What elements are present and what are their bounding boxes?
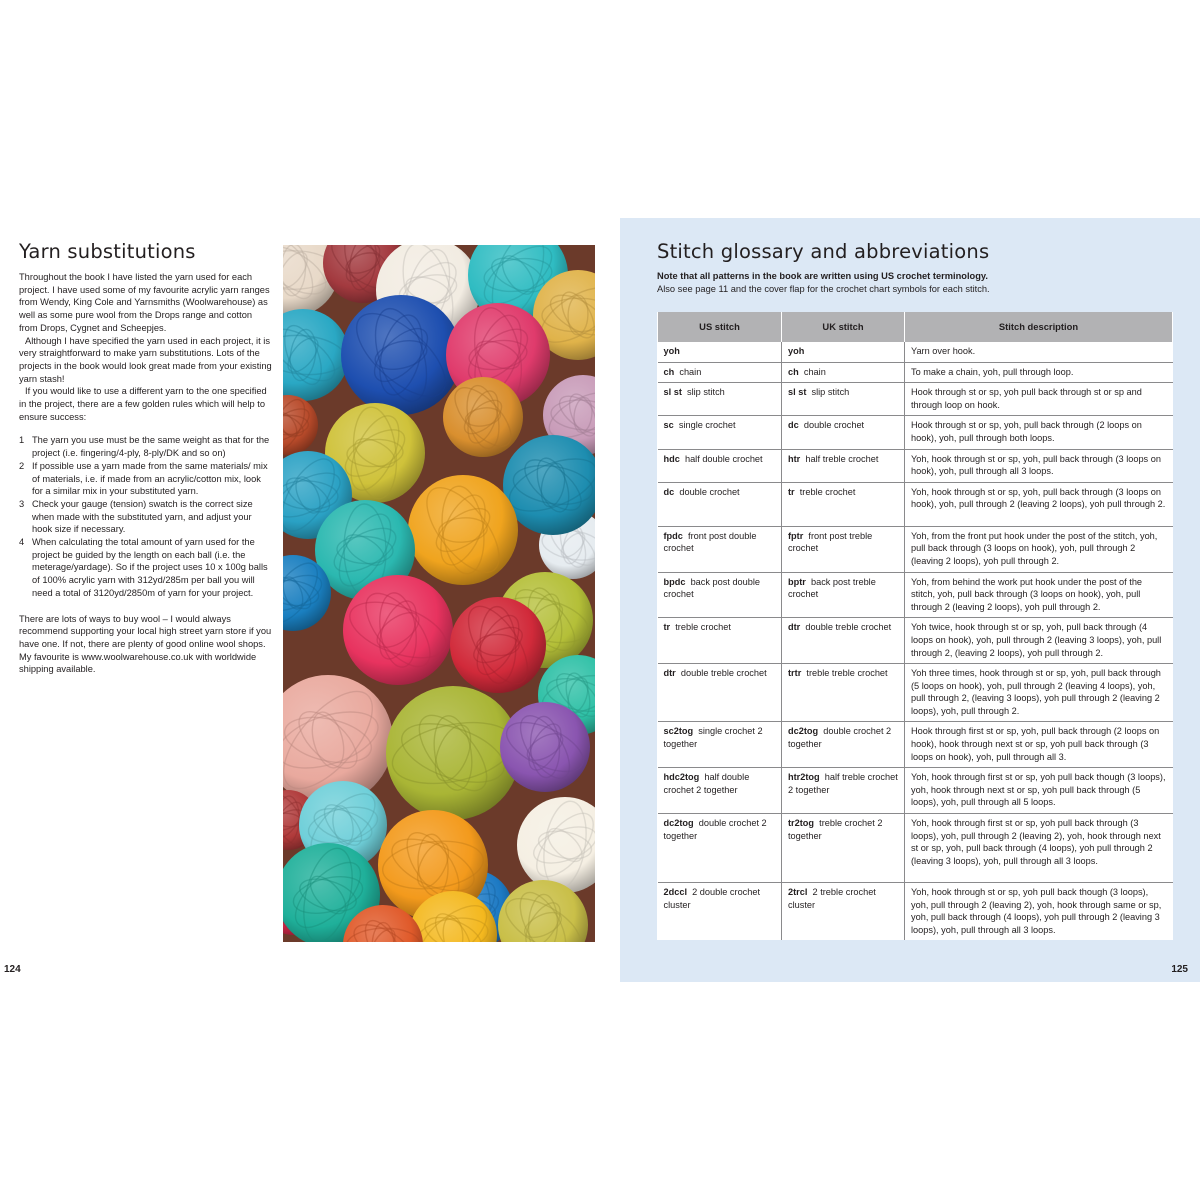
us-stitch-name: half double crochet 2 together [663, 772, 750, 795]
us-stitch-cell [658, 482, 782, 526]
table-row [658, 664, 1173, 722]
yarn-balls-illustration [283, 245, 595, 942]
table-row [658, 722, 1173, 768]
us-stitch-name: slip stitch [687, 387, 725, 398]
us-stitch-abbr: fpdc [663, 530, 683, 541]
table-row [658, 768, 1173, 814]
table-row [658, 883, 1173, 941]
yarn-ball [517, 797, 595, 893]
right-page [620, 218, 1200, 982]
us-stitch-name: treble crochet [675, 622, 731, 633]
column-header: UK stitch [782, 312, 905, 342]
intro-paragraph: Throughout the book I have listed the yarn used for each project. I have used some of my favourite acrylic yarn ranges from Wendy, King Cole and Yarnsmiths (Woolwarehouse) as well as some pure wool from the Drops range and cotton from Drops, Cygnet and Scheepjes. [19, 272, 270, 333]
table-row [658, 482, 1173, 526]
stitch-description: Hook through st or sp, yoh, pull back through (2 loops on hook), yoh, pull through both loops. [905, 416, 1173, 449]
list-item [19, 460, 273, 498]
paragraph: If you would like to use a different yarn to the one specified in the project, there are a few golden rules which will help to ensure success: [19, 386, 267, 422]
us-stitch-abbr: hdc [663, 453, 680, 464]
us-stitch-cell [658, 342, 782, 362]
page-heading: Yarn substitutions [19, 240, 196, 263]
uk-stitch-cell [782, 722, 905, 768]
yarn-balls-photo [283, 245, 595, 942]
page-heading: Stitch glossary and abbreviations [657, 240, 990, 263]
us-stitch-abbr: hdc2tog [663, 772, 700, 783]
uk-stitch-abbr: dtr [788, 622, 801, 633]
table-row [658, 416, 1173, 449]
yarn-ball [386, 686, 520, 820]
uk-stitch-cell [782, 383, 905, 416]
table-row [658, 814, 1173, 883]
table-row [658, 572, 1173, 618]
us-stitch-cell [658, 768, 782, 814]
uk-stitch-name: front post treble crochet [788, 530, 873, 554]
uk-stitch-name: double crochet [803, 420, 865, 431]
stitch-description: Yoh, from behind the work put hook under the post of the stitch, yoh, pull back through (3 loops on hook), yoh, pull through 2 (leaving 2 loops), yoh pull through 2. [905, 572, 1173, 618]
uk-stitch-name: double treble crochet [805, 622, 892, 633]
us-stitch-abbr: sl st [663, 387, 682, 398]
us-stitch-abbr: dc2tog [663, 818, 694, 829]
us-stitch-abbr: bpdc [663, 576, 686, 587]
uk-stitch-cell [782, 362, 905, 383]
list-item [19, 498, 273, 536]
uk-stitch-cell [782, 883, 905, 941]
uk-stitch-cell [782, 526, 905, 572]
note-bold: Note that all patterns in the book are written using US crochet terminology. [657, 271, 988, 281]
uk-stitch-name: double crochet 2 together [788, 726, 892, 750]
us-stitch-name: back post double crochet [663, 576, 761, 600]
uk-stitch-name: treble treble crochet [806, 668, 888, 679]
list-number: 1 [19, 435, 25, 446]
us-stitch-abbr: sc [663, 420, 674, 431]
rules-list [19, 434, 273, 599]
table-row [658, 526, 1173, 572]
table-row [658, 362, 1173, 383]
uk-stitch-abbr: dc [788, 420, 799, 431]
us-stitch-cell [658, 362, 782, 383]
us-stitch-name: double treble crochet [680, 668, 767, 679]
us-stitch-cell [658, 572, 782, 618]
yarn-ball [343, 575, 454, 685]
uk-stitch-name: treble crochet [799, 486, 856, 497]
stitch-description: Yoh, hook through st or sp, yoh pull back though (3 loops), yoh, pull through 2 (leaving 2), yoh, hook through same or sp, yoh, pull back through (4 loops), yoh pull through 2 (leaving 3 loops), yoh, pull through all 3 loops. [911, 887, 1162, 935]
us-stitch-name: half double crochet [684, 453, 763, 464]
terminology-note [657, 270, 1177, 295]
uk-stitch-cell [782, 814, 905, 883]
us-stitch-name: front post double crochet [663, 530, 757, 554]
table-row [658, 618, 1173, 664]
uk-stitch-abbr: 2trcl [788, 887, 808, 898]
table-row [658, 342, 1173, 362]
us-stitch-abbr: sc2tog [663, 726, 694, 737]
table-row [658, 383, 1173, 416]
page-number: 125 [1171, 964, 1188, 975]
stitch-description: Yoh, hook through first st or sp, yoh pull back though (3 loops), yoh, hook through next st or sp, yoh pull back through (5 loops), yoh, pull through all 5 loops. [905, 768, 1173, 814]
us-stitch-cell [658, 618, 782, 664]
stitch-description: Yarn over hook. [905, 342, 1173, 362]
list-number: 2 [19, 460, 25, 471]
us-stitch-cell [658, 722, 782, 768]
uk-stitch-name: chain [803, 366, 826, 377]
uk-stitch-abbr: ch [788, 366, 799, 377]
list-number: 4 [19, 537, 25, 548]
us-stitch-abbr: dtr [663, 668, 676, 679]
yarn-ball [283, 395, 318, 456]
uk-stitch-cell [782, 664, 905, 722]
us-stitch-cell [658, 664, 782, 722]
us-stitch-name: single crochet [678, 420, 736, 431]
us-stitch-cell [658, 526, 782, 572]
stitch-description: Yoh, from the front put hook under the post of the stitch, yoh, pull back through (3 loops on hook), yoh, pull through 2 (leaving 2 loops), yoh pull through 2. [905, 526, 1173, 572]
us-stitch-name: double crochet [679, 486, 740, 497]
uk-stitch-abbr: tr [788, 486, 795, 497]
stitch-description: Yoh, hook through first st or sp, yoh pull back through (3 loops), yoh, pull through 2 (leaving 2), yoh, hook through next st or sp, yoh, pull back through (4 loops), yoh pull through 2 (leaving 3 loops), yoh, pull through all 3 loops. [905, 814, 1173, 883]
yarn-ball [408, 475, 518, 585]
uk-stitch-name: 2 treble crochet cluster [788, 887, 876, 910]
uk-stitch-cell [782, 482, 905, 526]
us-stitch-cell [658, 416, 782, 449]
uk-stitch-name: treble crochet 2 together [788, 818, 883, 841]
us-stitch-abbr: ch [663, 366, 675, 377]
stitch-description: To make a chain, yoh, pull through loop. [905, 362, 1173, 383]
uk-stitch-cell [782, 768, 905, 814]
uk-stitch-abbr: htr [788, 453, 801, 464]
uk-stitch-abbr: fptr [788, 530, 804, 541]
uk-stitch-name: back post treble crochet [788, 576, 876, 600]
uk-stitch-name: slip stitch [811, 387, 850, 398]
us-stitch-name: 2 double crochet cluster [663, 887, 761, 910]
stitch-description: Yoh, hook through st or sp, yoh, pull back through (3 loops on hook), yoh, pull through 2 (leaving 2 loops), yoh pull through 2. [905, 482, 1173, 526]
uk-stitch-abbr: trtr [788, 668, 802, 679]
us-stitch-cell [658, 814, 782, 883]
yarn-ball [450, 597, 546, 693]
uk-stitch-abbr: htr2tog [788, 772, 820, 783]
uk-stitch-name: half treble crochet [805, 453, 879, 464]
left-page [0, 218, 600, 982]
uk-stitch-abbr: sl st [788, 387, 807, 398]
stitch-description: Yoh twice, hook through st or sp, yoh, pull back through (4 loops on hook), yoh, pull through 2 (leaving 3 loops), yoh, pull through 2, (leaving 2 loops), yoh pull through 2. [905, 618, 1173, 664]
us-stitch-name: chain [679, 366, 702, 377]
paragraph: Although I have specified the yarn used in each project, it is very straightforward to make yarn substitutions. Lots of the projects in the book would look great made from your existing yarn stash! [19, 335, 272, 384]
list-item-text: If possible use a yarn made from the same materials/ mix of materials, i.e. if made from an acrylic/cotton mix, look for a similar mix in your substituted yarn. [32, 460, 268, 497]
uk-stitch-cell [782, 618, 905, 664]
yarn-ball [341, 295, 461, 415]
list-item-text: When calculating the total amount of yarn used for the project be guided by the length on each ball (i.e. the meterage/yardage). So if the project uses 10 x 100g balls of 100% acrylic yarn with 312yd/285m per ball you will need a total of 3120yd/2850m of yarn for your project. [32, 537, 268, 598]
us-stitch-cell [658, 383, 782, 416]
us-stitch-abbr: yoh [663, 346, 680, 356]
table-header-row [658, 312, 1173, 342]
stitch-description: Hook through st or sp, yoh pull back through st or sp and through loop on hook. [905, 383, 1173, 416]
uk-stitch-abbr: bptr [788, 576, 806, 587]
uk-stitch-cell [782, 449, 905, 482]
column-header: Stitch description [905, 312, 1173, 342]
body-text [19, 271, 273, 676]
uk-stitch-cell [782, 572, 905, 618]
us-stitch-abbr: 2dccl [663, 887, 687, 898]
stitch-glossary-table [657, 312, 1173, 940]
us-stitch-name: single crochet 2 together [663, 726, 763, 750]
list-item [19, 434, 273, 459]
uk-stitch-cell [782, 416, 905, 449]
column-header: US stitch [658, 312, 782, 342]
list-item [19, 536, 273, 600]
stitch-description: Hook through first st or sp, yoh, pull back through (2 loops on hook), hook through next st or sp, yoh pull back through (3 loops on hook), yoh, pull through all 3. [905, 722, 1173, 768]
us-stitch-name: double crochet 2 together [663, 818, 767, 841]
stitch-description: Yoh three times, hook through st or sp, yoh, pull back through (5 loops on hook), yoh, pull through 2 (leaving 4 loops), yoh, pull through 2, (leaving 3 loops), yoh pull through 2 (leaving 2 loops), yoh, pull through 2. [905, 664, 1173, 722]
us-stitch-abbr: tr [663, 622, 671, 633]
list-number: 3 [19, 498, 25, 509]
uk-stitch-abbr: tr2tog [788, 818, 815, 829]
us-stitch-abbr: dc [663, 486, 675, 497]
closing-paragraph: There are lots of ways to buy wool – I would always recommend supporting your local high street yarn store if you have one. If not, there are plenty of good online wool shops. My favourite is www.woolwarehouse.co.uk with worldwide shipping available. [19, 613, 272, 675]
note-text: Also see page 11 and the cover flap for the crochet chart symbols for each stitch. [657, 283, 990, 294]
us-stitch-cell [658, 449, 782, 482]
uk-stitch-cell [782, 342, 905, 362]
uk-stitch-abbr: yoh [788, 346, 805, 356]
us-stitch-cell [658, 883, 782, 941]
page-number: 124 [4, 964, 21, 975]
list-item-text: Check your gauge (tension) swatch is the correct size when made with the substituted yarn, and adjust your hook size if necessary. [32, 498, 253, 535]
yarn-ball [499, 702, 590, 792]
stitch-description: Yoh, hook through st or sp, yoh, pull back through (3 loops on hook), yoh, pull through all 3 loops. [905, 449, 1173, 482]
table-body [658, 342, 1173, 940]
uk-stitch-name: half treble crochet 2 together [788, 772, 898, 795]
uk-stitch-abbr: dc2tog [788, 726, 819, 737]
yarn-ball [443, 377, 523, 457]
list-item-text: The yarn you use must be the same weight as that for the project (i.e. fingering/4-ply, 8-ply/DK and so on) [32, 435, 270, 459]
yarn-ball [283, 309, 349, 401]
table-row [658, 449, 1173, 482]
